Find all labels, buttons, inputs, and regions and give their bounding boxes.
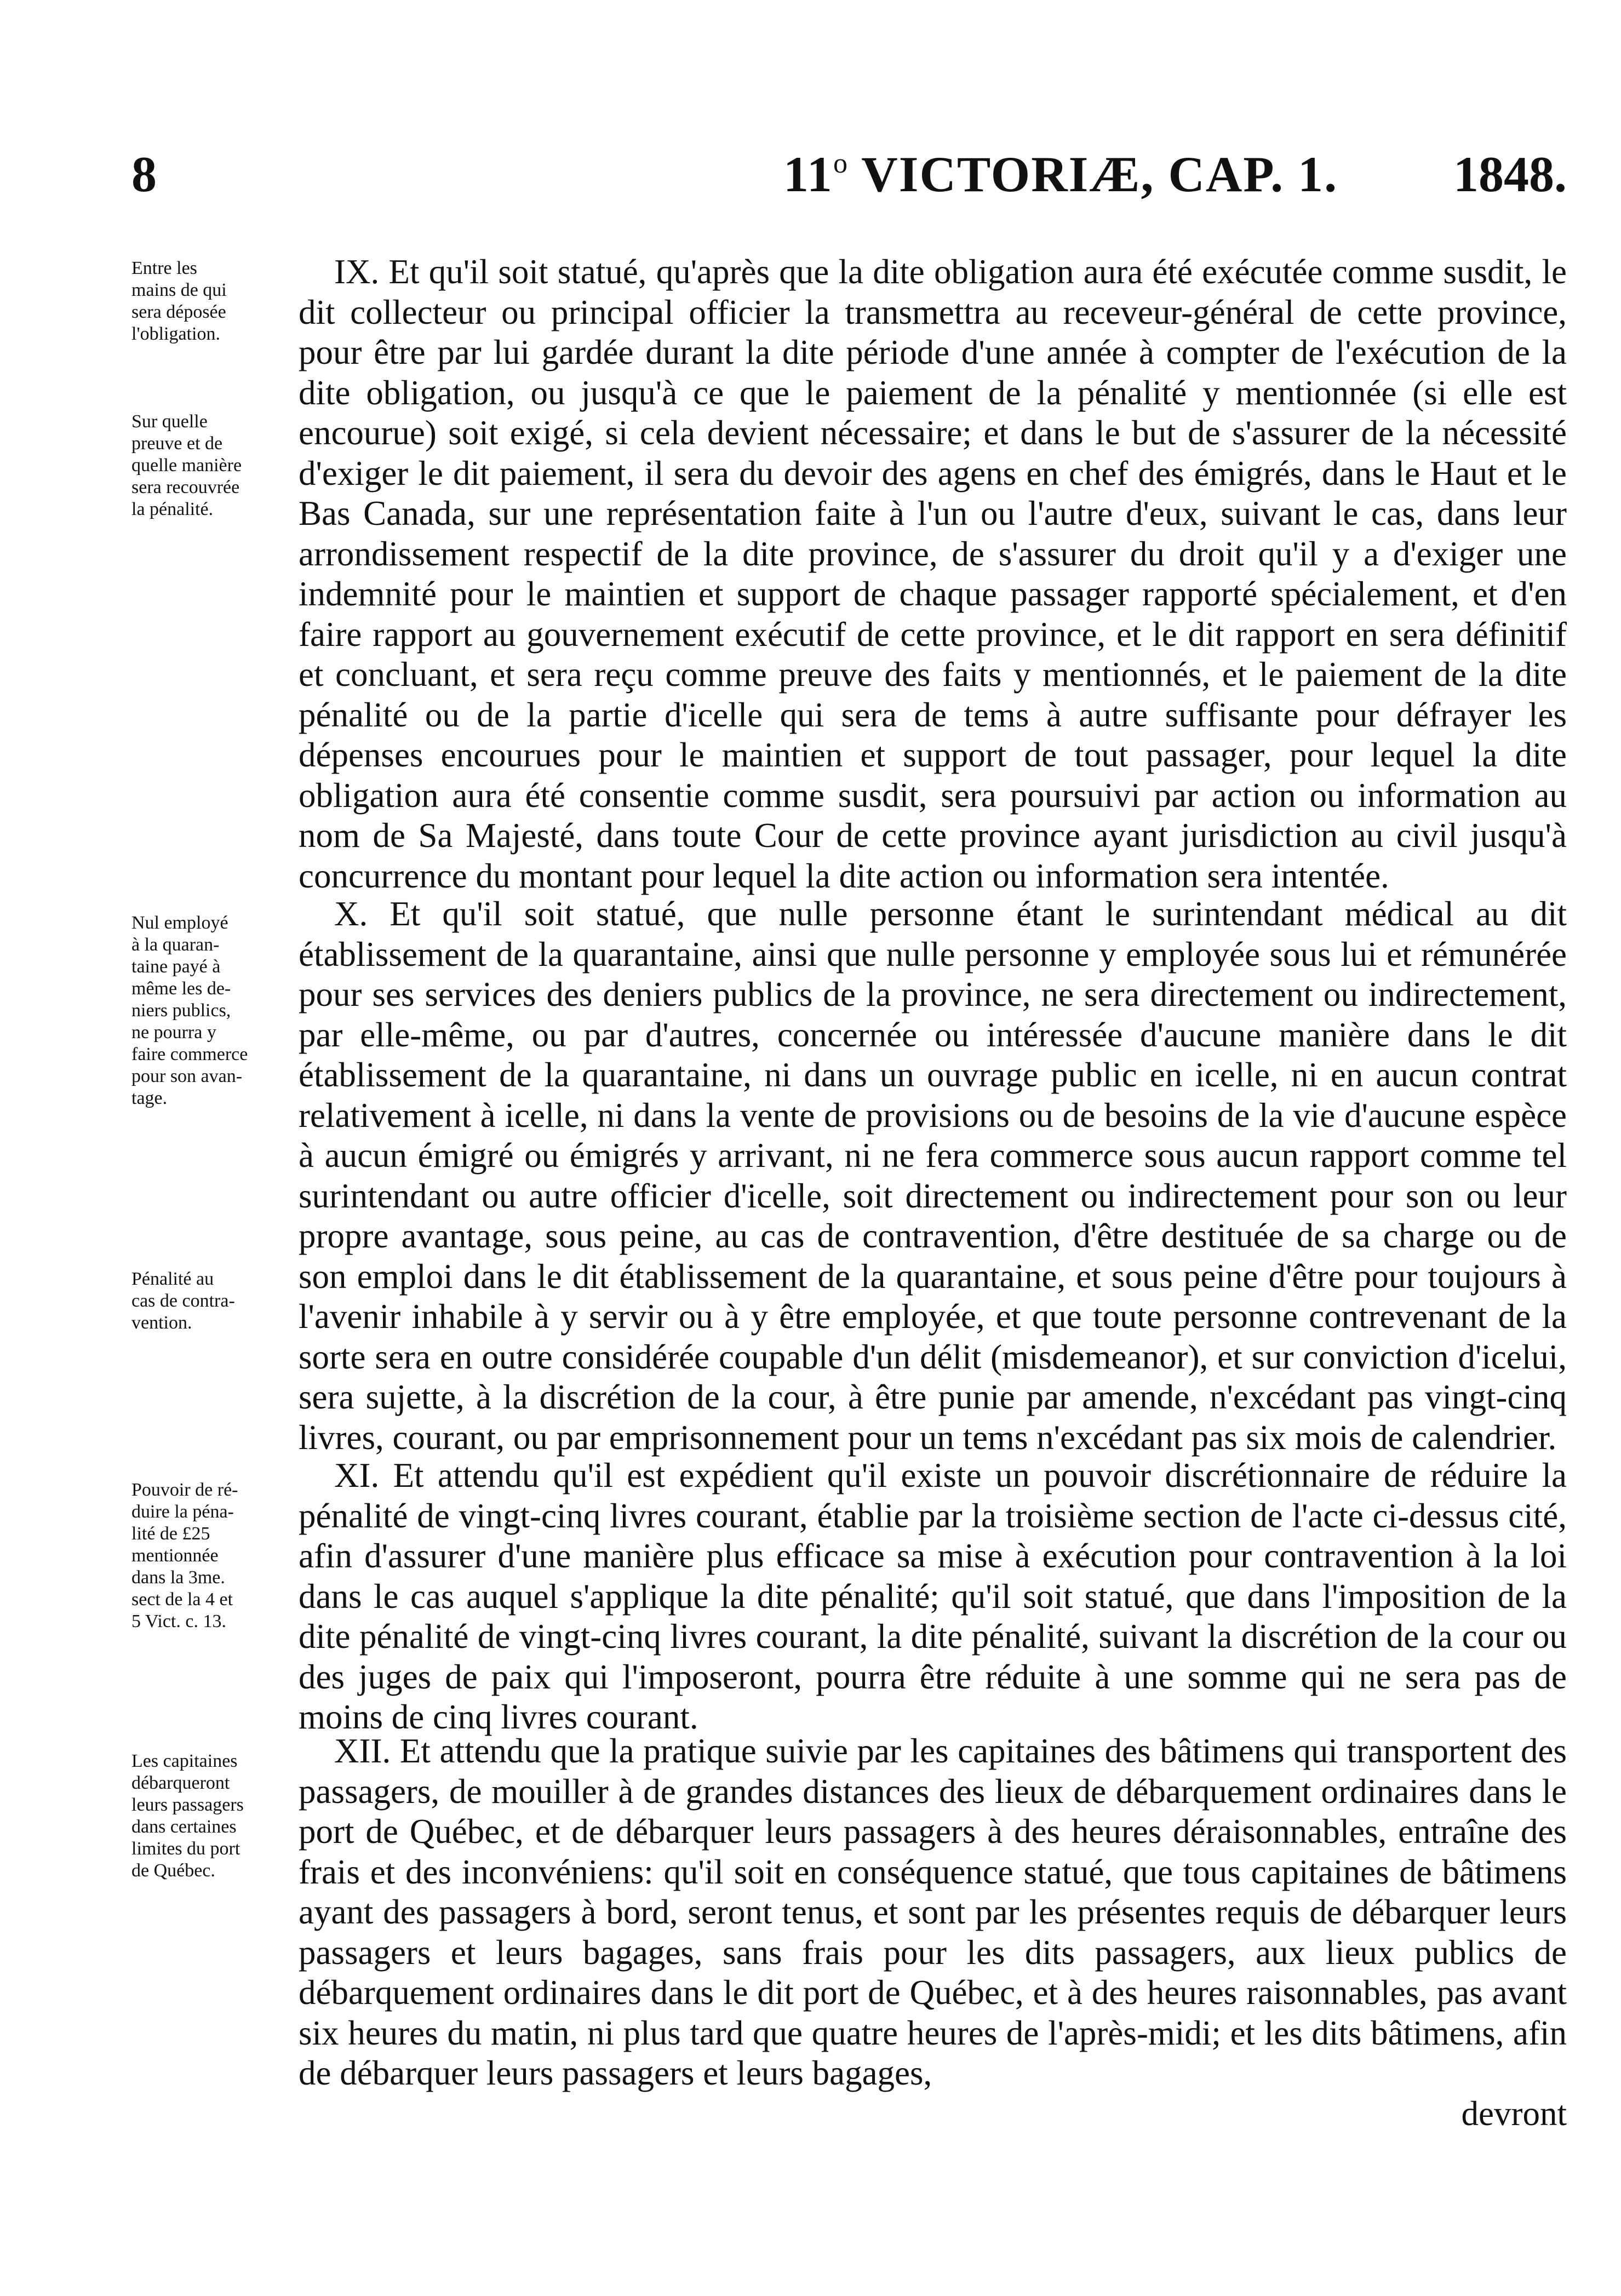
page-number: 8 — [131, 146, 157, 202]
title-regnal-year: 11 — [783, 146, 833, 202]
section-ix — [299, 252, 1567, 896]
section-text: Et attendu qu'il est expédient qu'il existe un pouvoir discrétionnaire de réduire la pénalité de vingt-cinq livres courant, établie par la troisième section de l'acte ci-dessus cité, afin d'assurer d'une manière plus efficace sa mise à exécution pour contravention à la loi dans le cas auquel s'applique la dite pénalité; qu'il soit statué, que dans l'imposition de la dite pénalité de vingt-cinq livres courant, la dite pénalité, suivant la discrétion de la cour ou des juges de paix qui l'imposeront, pourra être réduite à une somme qui ne sera pas de moins de cinq livres courant. — [299, 1456, 1567, 1736]
margin-note-penalty-recovery: Sur quelle preuve et de quelle manière sera recouvrée la pénalité. — [131, 411, 242, 519]
title-main: VICTORIÆ, CAP. 1. — [848, 146, 1338, 202]
section-xii — [299, 1731, 1567, 2094]
section-number: XI. — [334, 1456, 380, 1495]
title-ordinal: o — [833, 148, 849, 179]
section-x — [299, 894, 1567, 1458]
margin-note-deposit: Entre les mains de qui sera déposée l'obligation. — [131, 258, 227, 344]
catchword: devront — [1461, 2094, 1567, 2133]
section-number: XII. — [334, 1732, 391, 1770]
section-text: Et qu'il soit statué, que nulle personne étant le surintendant médical au dit établissement de la quarantaine, ainsi que nulle personne y employée sous lui et rémunérée pour ses services des deniers publics de la province, ne sera directement ou indirectement, par elle-même, ou par d'autres, concernée ou intéressée d'aucune manière dans le dit établissement de la quarantaine, ni dans un ouvrage public en icelle, ni en aucun contrat relativement à icelle, ni dans la vente de provisions ou de besoins de la vie d'aucune espèce à aucun émigré ou émigrés y arrivant, ni ne fera commerce sous aucun rapport comme tel surintendant ou autre officier d'icelle, soit directement ou indirectement pour son ou leur propre avantage, sous peine, au cas de contravention, d'être destituée de sa charge ou de son emploi dans le dit établissement de la quarantaine, et sous peine d'être pour toujours à l'avenir inhabile à y servir ou à y être employée, et que toute personne contrevenant de la sorte sera en outre considérée coupable d'un délit (misdemeanor), et sur conviction d'icelui, sera sujette, à la discrétion de la cour, à être punie par amende, n'excédant pas vingt-cinq livres, courant, ou par emprisonnement pour un tems n'excédant pas six mois de calendrier. — [299, 895, 1567, 1457]
section-number: X. — [334, 895, 368, 933]
margin-note-captains-landing: Les capitaines débarqueront leurs passagers dans certaines limites du port de Québec. — [131, 1751, 244, 1881]
page-year: 1848. — [1453, 146, 1567, 202]
margin-note-no-commerce: Nul employé à la quaran- taine payé à même les de- niers publics, ne pourra y faire commerce pour son avan- tage. — [131, 913, 248, 1108]
margin-note-penalty-contravention: Pénalité au cas de contra- vention. — [131, 1269, 235, 1333]
section-text: Et attendu que la pratique suivie par les capitaines des bâtimens qui transportent des passagers, de mouiller à de grandes distances des lieux de débarquement ordinaires dans le port de Québec, et de débarquer leurs passagers à des heures déraisonnables, entraîne des frais et des inconvéniens: qu'il soit en conséquence statué, que tous capitaines de bâtimens ayant des passagers à bord, seront tenus, et sont par les présentes requis de débarquer leurs passagers et leurs bagages, sans frais pour les dits passagers, aux lieux publics de débarquement ordinaires dans le dit port de Québec, et à des heures raisonnables, pas avant six heures du matin, ni plus tard que quatre heures de l'après-midi; et les dits bâtimens, afin de débarquer leurs passagers et leurs bagages, — [299, 1732, 1567, 2092]
section-number: IX. — [334, 253, 380, 291]
running-title — [783, 145, 1338, 203]
margin-note-reduce-penalty: Pouvoir de ré- duire la péna- lité de £25 mentionnée dans la 3me. sect de la 4 et 5 Vict. c. 13. — [131, 1480, 238, 1631]
section-xi — [299, 1456, 1567, 1738]
page-header — [131, 145, 1567, 211]
section-text: Et qu'il soit statué, qu'après que la dite obligation aura été exécutée comme susdit, le dit collecteur ou principal officier la transmettra au receveur-général de cette province, pour être par lui gardée durant la dite période d'une année à compter de l'exécution de la dite obligation, ou jusqu'à ce que le paiement de la pénalité y mentionnée (si elle est encourue) soit exigé, si cela devient nécessaire; et dans le but de s'assurer de la nécessité d'exiger le dit paiement, il sera du devoir des agens en chef des émigrés, dans le Haut et le Bas Canada, sur une représentation faite à l'un ou l'autre d'eux, suivant le cas, dans leur arrondissement respectif de la dite province, de s'assurer du droit qu'il y a d'exiger une indemnité pour le maintien et support de chaque passager rapporté spécialement, et d'en faire rapport au gouvernement exécutif de cette province, et le dit rapport en sera définitif et concluant, et sera reçu comme preuve des faits y mentionnés, et le paiement de la dite pénalité ou de la partie d'icelle qui sera de tems à autre suffisante pour défrayer les dépenses encourues pour le maintien et support de tout passager, pour lequel la dite obligation aura été consentie comme susdit, sera poursuivi par action ou information au nom de Sa Majesté, dans toute Cour de cette province ayant jurisdiction au civil jusqu'à concurrence du montant pour lequel la dite action ou information sera intentée. — [299, 253, 1567, 895]
